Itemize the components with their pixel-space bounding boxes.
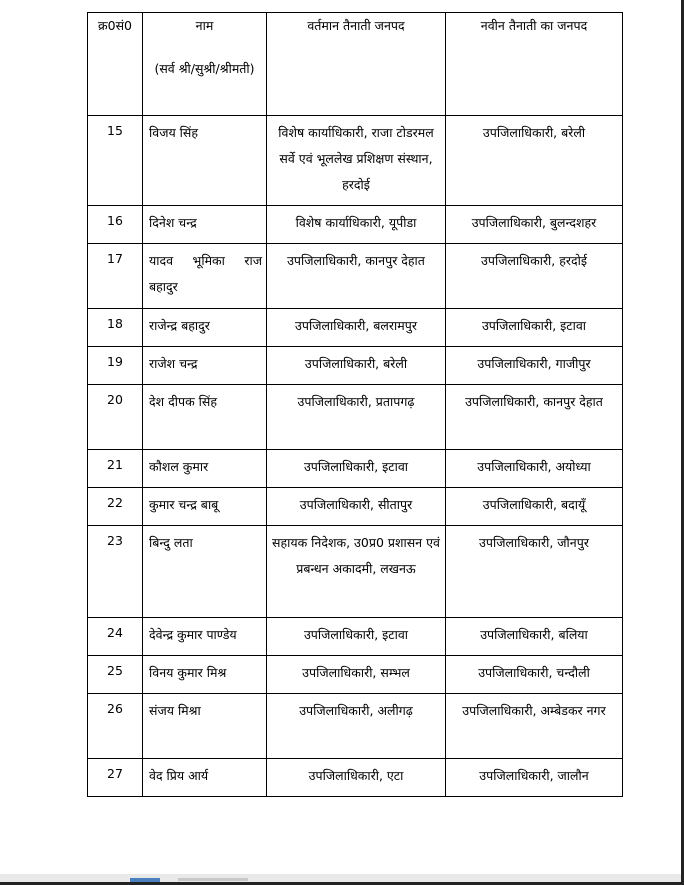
new-posting-cell: उपजिलाधिकारी, कानपुर देहात [446,385,623,450]
current-posting-cell: सहायक निदेशक, उ0प्र0 प्रशासन एवं प्रबन्धन अकादमी, लखनऊ [267,526,446,618]
header-row [88,13,623,116]
current-posting-cell: उपजिलाधिकारी, इटावा [267,450,446,488]
new-posting-cell: उपजिलाधिकारी, बुलन्दशहर [446,206,623,244]
table-row [88,116,623,206]
current-posting-cell: उपजिलाधिकारी, बरेली [267,347,446,385]
serial-cell: 17 [88,244,143,309]
header-name-label: नाम [195,18,214,33]
new-posting-cell: उपजिलाधिकारी, अयोध्या [446,450,623,488]
table-header [88,13,623,116]
current-posting-cell: उपजिलाधिकारी, अलीगढ़ [267,694,446,759]
current-posting-cell: उपजिलाधिकारी, इटावा [267,618,446,656]
name-cell: कुमार चन्द्र बाबू [143,488,267,526]
new-posting-cell: उपजिलाधिकारी, गाजीपुर [446,347,623,385]
serial-cell: 22 [88,488,143,526]
new-posting-cell: उपजिलाधिकारी, जौनपुर [446,526,623,618]
serial-cell: 20 [88,385,143,450]
header-current: वर्तमान तैनाती जनपद [267,13,446,116]
serial-cell: 19 [88,347,143,385]
serial-cell: 18 [88,309,143,347]
new-posting-cell: उपजिलाधिकारी, जालौन [446,759,623,797]
current-posting-cell: विशेष कार्याधिकारी, यूपीडा [267,206,446,244]
name-cell: राजेन्द्र बहादुर [143,309,267,347]
serial-cell: 23 [88,526,143,618]
new-posting-cell: उपजिलाधिकारी, बरेली [446,116,623,206]
taskbar-item-faded [178,878,248,881]
serial-cell: 26 [88,694,143,759]
current-posting-cell: उपजिलाधिकारी, कानपुर देहात [267,244,446,309]
name-cell: विनय कुमार मिश्र [143,656,267,694]
table-body [88,116,623,797]
name-cell: बिन्दु लता [143,526,267,618]
current-posting-cell: उपजिलाधिकारी, सम्भल [267,656,446,694]
name-cell: संजय मिश्रा [143,694,267,759]
table-row [88,450,623,488]
table-row [88,206,623,244]
name-cell: देवेन्द्र कुमार पाण्डेय [143,618,267,656]
name-cell: यादव भूमिका राज बहादुर [143,244,267,309]
table-row [88,385,623,450]
new-posting-cell: उपजिलाधिकारी, चन्दौली [446,656,623,694]
current-posting-cell: उपजिलाधिकारी, बलरामपुर [267,309,446,347]
new-posting-cell: उपजिलाधिकारी, बदायूँ [446,488,623,526]
serial-cell: 15 [88,116,143,206]
current-posting-cell: उपजिलाधिकारी, प्रतापगढ़ [267,385,446,450]
table-row [88,347,623,385]
new-posting-cell: उपजिलाधिकारी, अम्बेडकर नगर [446,694,623,759]
current-posting-cell: उपजिलाधिकारी, एटा [267,759,446,797]
current-posting-cell: विशेष कार्याधिकारी, राजा टोडरमल सर्वे एवं भूललेख प्रशिक्षण संस्थान, हरदोई [267,116,446,206]
new-posting-cell: उपजिलाधिकारी, हरदोई [446,244,623,309]
header-serial: क्र0सं0 [88,13,143,116]
new-posting-cell: उपजिलाधिकारी, बलिया [446,618,623,656]
serial-cell: 25 [88,656,143,694]
serial-cell: 27 [88,759,143,797]
table-row [88,694,623,759]
serial-cell: 16 [88,206,143,244]
table-row [88,309,623,347]
name-cell: वेद प्रिय आर्य [143,759,267,797]
serial-cell: 21 [88,450,143,488]
table-row [88,244,623,309]
name-cell: राजेश चन्द्र [143,347,267,385]
header-name [143,13,267,116]
name-cell: कौशल कुमार [143,450,267,488]
table-row [88,618,623,656]
name-cell: विजय सिंह [143,116,267,206]
table-row [88,488,623,526]
header-new: नवीन तैनाती का जनपद [446,13,623,116]
taskbar-strip [0,874,681,882]
name-cell: देश दीपक सिंह [143,385,267,450]
new-posting-cell: उपजिलाधिकारी, इटावा [446,309,623,347]
table-row [88,759,623,797]
transfer-table [87,12,623,797]
serial-cell: 24 [88,618,143,656]
header-name-sub: (सर्व श्री/सुश्री/श्रीमती) [154,61,255,76]
name-cell: दिनेश चन्द्र [143,206,267,244]
table-row [88,656,623,694]
current-posting-cell: उपजिलाधिकारी, सीतापुर [267,488,446,526]
table-row [88,526,623,618]
